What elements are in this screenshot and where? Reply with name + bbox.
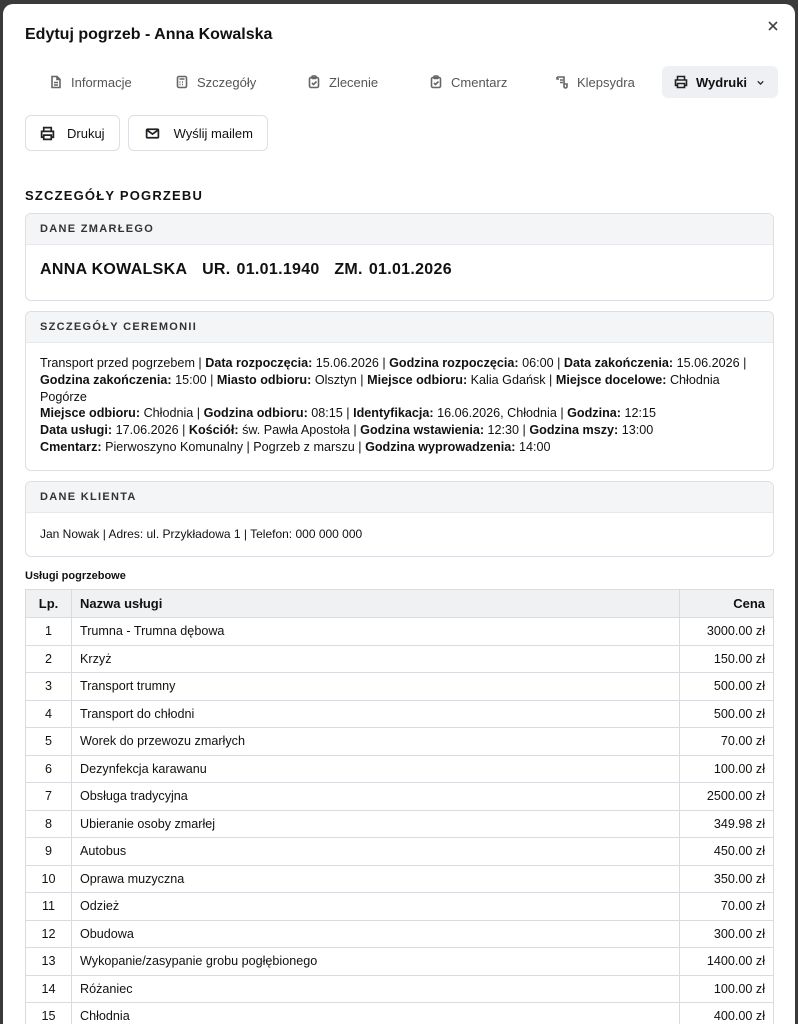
field-label: Godzina zakończenia:	[40, 372, 172, 387]
client-line: Jan Nowak | Adres: ul. Przykładowa 1 | Telefon: 000 000 000	[40, 527, 363, 541]
tab-label: Klepsydra	[577, 74, 635, 90]
email-button-label: Wyślij mailem	[173, 125, 253, 141]
field-value: Chłodnia	[143, 406, 194, 421]
scroll-icon	[555, 75, 569, 89]
row-price: 350.00 zł	[680, 865, 774, 893]
mail-icon	[145, 126, 160, 141]
field-label: Godzina mszy:	[529, 423, 619, 438]
row-name: Chłodnia	[72, 1003, 680, 1024]
row-name: Obudowa	[72, 920, 680, 948]
row-lp: 1	[26, 618, 72, 646]
tab-label: Zlecenie	[329, 74, 379, 90]
services-label: Usługi pogrzebowe	[25, 570, 126, 582]
row-price: 2500.00 zł	[680, 783, 774, 811]
table-header-row	[26, 590, 774, 618]
field-label: Data zakończenia:	[563, 356, 674, 370]
services-table	[25, 589, 774, 1024]
print-button-label: Drukuj	[67, 125, 105, 141]
table-row	[26, 618, 774, 646]
row-name: Oprawa muzyczna	[72, 865, 680, 893]
field-label: Data rozpoczęcia:	[205, 356, 313, 370]
field-label: Kościół:	[188, 423, 239, 438]
field-value: 16.06.2026, Chłodnia	[437, 406, 557, 421]
column-header-name: Nazwa usługi	[72, 590, 680, 618]
row-name: Obsługa tradycyjna	[72, 783, 680, 811]
card-header: SZCZEGÓŁY CEREMONII	[26, 312, 773, 343]
field-value: Pierwoszyno Komunalny	[105, 439, 243, 454]
row-lp: 7	[26, 783, 72, 811]
deceased-card	[25, 213, 774, 301]
tab-label: Informacje	[71, 74, 132, 90]
field-value: św. Pawła Apostoła	[242, 423, 350, 438]
row-lp: 9	[26, 838, 72, 866]
table-row	[26, 975, 774, 1003]
field-value: Chłodnia Pogórze	[40, 372, 720, 404]
calculator-icon	[175, 75, 189, 89]
tab-szczegoly[interactable]	[167, 66, 264, 98]
clipboard-icon	[307, 75, 321, 89]
ceremony-card	[25, 311, 774, 471]
tab-zlecenie[interactable]	[299, 66, 386, 98]
row-lp: 11	[26, 893, 72, 921]
row-name: Odzież	[72, 893, 680, 921]
field-label: Miasto odbioru:	[216, 372, 312, 387]
table-row	[26, 673, 774, 701]
table-row	[26, 838, 774, 866]
field-value: 06:00	[522, 356, 554, 370]
table-row	[26, 920, 774, 948]
row-price: 500.00 zł	[680, 673, 774, 701]
row-price: 1400.00 zł	[680, 948, 774, 976]
row-price: 300.00 zł	[680, 920, 774, 948]
tab-label: Cmentarz	[451, 74, 508, 90]
section-title: SZCZEGÓŁY POGRZEBU	[25, 188, 204, 203]
field-label: Data usługi:	[40, 423, 113, 438]
printer-icon	[40, 126, 55, 141]
field-value: 12:30	[487, 423, 520, 438]
field-label: Godzina odbioru:	[203, 406, 308, 421]
row-lp: 6	[26, 755, 72, 783]
row-lp: 3	[26, 673, 72, 701]
row-price: 3000.00 zł	[680, 618, 774, 646]
table-row	[26, 948, 774, 976]
print-actions	[25, 115, 268, 151]
table-row	[26, 810, 774, 838]
row-name: Krzyż	[72, 645, 680, 673]
row-name: Trumna - Trumna dębowa	[72, 618, 680, 646]
field-label: Miejsce docelowe:	[555, 372, 667, 387]
row-name: Ubieranie osoby zmarłej	[72, 810, 680, 838]
table-row	[26, 700, 774, 728]
close-icon[interactable]	[765, 18, 781, 34]
row-price: 70.00 zł	[680, 728, 774, 756]
tab-bar	[25, 66, 775, 100]
row-lp: 12	[26, 920, 72, 948]
field-label: Miejsce odbioru:	[367, 372, 468, 387]
deceased-name: ANNA KOWALSKA	[40, 261, 188, 278]
row-name: Wykopanie/zasypanie grobu pogłębionego	[72, 948, 680, 976]
field-value: 13:00	[621, 423, 654, 438]
row-lp: 10	[26, 865, 72, 893]
row-name: Transport do chłodni	[72, 700, 680, 728]
field-value: 15.06.2026	[315, 356, 379, 370]
born-label: UR.	[202, 261, 231, 278]
row-name: Transport trumny	[72, 673, 680, 701]
row-lp: 2	[26, 645, 72, 673]
deceased-line	[26, 245, 773, 295]
field-value: Kalia Gdańsk	[470, 372, 546, 387]
row-price: 70.00 zł	[680, 893, 774, 921]
field-label: Cmentarz:	[40, 439, 102, 454]
field-value: 17.06.2026	[115, 423, 179, 438]
table-row	[26, 755, 774, 783]
row-lp: 13	[26, 948, 72, 976]
row-price: 100.00 zł	[680, 755, 774, 783]
table-row	[26, 893, 774, 921]
ceremony-details: Transport przed pogrzebem | Data rozpoczęcia: 15.06.2026 | Godzina rozpoczęcia: 06:00 | Data zakończenia: 15.06.2026 | Godzina zakończenia: 15:00 | Miasto odbioru: Olsztyn | Miejsce odbioru: Kalia Gdańsk | Miejsce docelowe: Chłodnia Pogórze Miejsce odbioru: Chłodnia | Godzina odbioru: 08:15 | Identyfikacja: 16.06.2026, Chłodnia | Godzina: 12:15 Data usługi: 17.06.2026 | Kościół: św. Pawła Apostoła | Godzina wstawienia: 12:30 | Godzina mszy: 13:00 Cmentarz: Pierwoszyno Komunalny | Pogrzeb z marszu | Godzina wyprowadzenia: 14:00	[40, 356, 747, 454]
row-price: 150.00 zł	[680, 645, 774, 673]
field-label: Godzina wstawienia:	[360, 423, 485, 438]
field-value: Olsztyn	[314, 372, 357, 387]
row-lp: 4	[26, 700, 72, 728]
row-lp: 5	[26, 728, 72, 756]
row-lp: 14	[26, 975, 72, 1003]
table-row	[26, 645, 774, 673]
tab-cmentarz[interactable]	[421, 66, 515, 98]
field-value: 12:15	[624, 406, 657, 421]
chevron-down-icon	[755, 77, 766, 88]
client-card	[25, 481, 774, 557]
table-row	[26, 865, 774, 893]
tab-informacje[interactable]	[41, 66, 140, 98]
tab-klepsydra[interactable]	[547, 66, 643, 98]
card-header: DANE KLIENTA	[26, 482, 773, 513]
field-value: 08:15	[311, 406, 343, 421]
died-date: 01.01.2026	[368, 261, 452, 278]
card-header: DANE ZMARŁEGO	[26, 214, 773, 245]
field-value: 15:00	[175, 372, 207, 387]
field-label: Godzina wyprowadzenia:	[365, 439, 516, 454]
column-header-price: Cena	[680, 590, 774, 618]
row-name: Worek do przewozu zmarłych	[72, 728, 680, 756]
ceremony-transport: Transport przed pogrzebem	[40, 356, 195, 370]
printer-icon	[674, 75, 688, 89]
row-name: Różaniec	[72, 975, 680, 1003]
row-price: 100.00 zł	[680, 975, 774, 1003]
field-label: Godzina:	[567, 406, 621, 421]
row-price: 400.00 zł	[680, 1003, 774, 1024]
row-lp: 15	[26, 1003, 72, 1024]
table-row	[26, 1003, 774, 1024]
row-price: 500.00 zł	[680, 700, 774, 728]
died-label: ZM.	[334, 261, 363, 278]
table-row	[26, 783, 774, 811]
row-price: 450.00 zł	[680, 838, 774, 866]
row-lp: 8	[26, 810, 72, 838]
dialog-title: Edytuj pogrzeb - Anna Kowalska	[25, 26, 273, 43]
tab-label: Szczegóły	[197, 74, 257, 90]
field-label: Godzina rozpoczęcia:	[389, 356, 519, 370]
column-header-lp: Lp.	[26, 590, 72, 618]
email-button[interactable]	[128, 115, 268, 151]
row-price: 349.98 zł	[680, 810, 774, 838]
field-label: Identyfikacja:	[353, 406, 434, 421]
clipboard-check-icon	[429, 75, 443, 89]
edit-funeral-dialog	[3, 4, 795, 1024]
tab-wydruki[interactable]	[662, 66, 778, 98]
row-name: Autobus	[72, 838, 680, 866]
field-value: 14:00	[519, 439, 551, 454]
field-label: Miejsce odbioru:	[40, 406, 141, 421]
field-value: Pogrzeb z marszu	[253, 439, 355, 454]
tab-label: Wydruki	[696, 74, 748, 90]
print-button[interactable]	[25, 115, 120, 151]
document-icon	[49, 75, 63, 89]
born-date: 01.01.1940	[236, 261, 320, 278]
table-row	[26, 728, 774, 756]
field-value: 15.06.2026	[676, 356, 740, 370]
row-name: Dezynfekcja karawanu	[72, 755, 680, 783]
